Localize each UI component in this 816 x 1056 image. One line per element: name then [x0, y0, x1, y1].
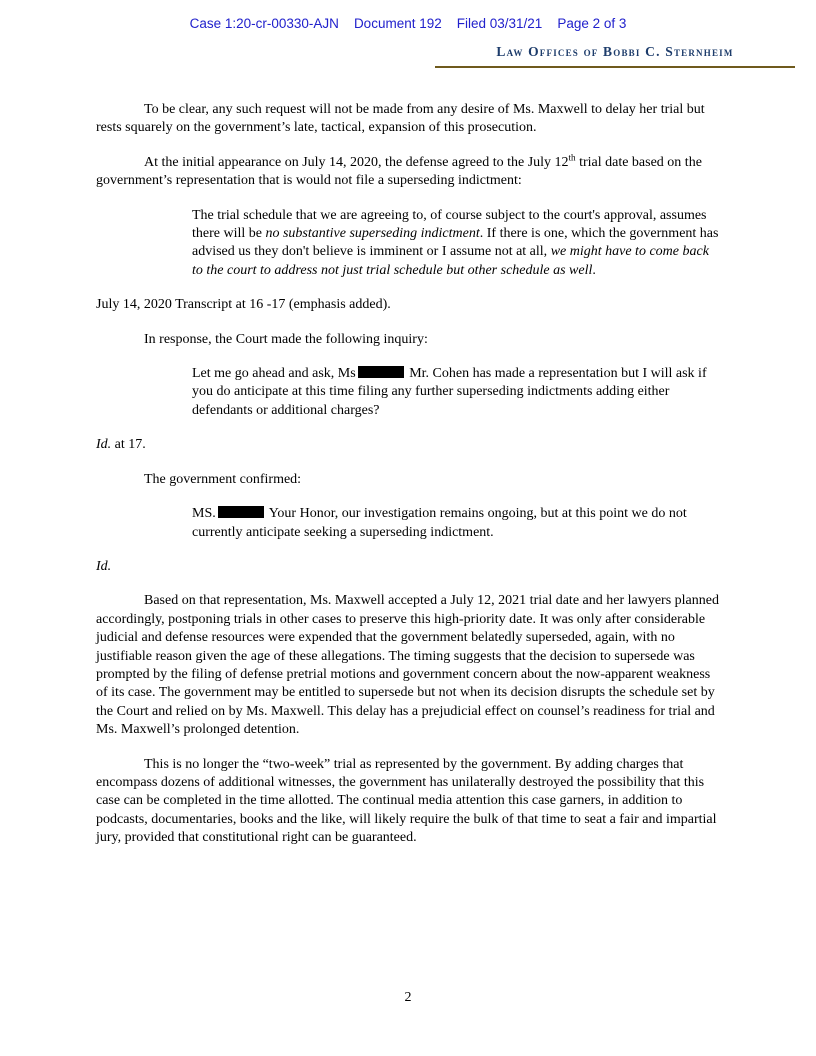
letterhead: [435, 44, 795, 68]
block-quote: MS. Your Honor, our investigation remains ongoing, but at this point we do not currently anticipate seeking a superseding indictment.: [192, 506, 687, 540]
stamp-filed-date: Filed 03/31/21: [456, 16, 543, 31]
paragraph: At the initial appearance on July 14, 2020, the defense agreed to the July 12th trial date based on the government’s representation that is would not file a superseding indictment:: [96, 152, 702, 189]
ecf-case-stamp: [0, 0, 816, 31]
stamp-case-number: Case 1:20-cr-00330-AJN: [189, 16, 339, 31]
paragraph: The government confirmed:: [144, 471, 302, 487]
citation: Id.: [96, 558, 112, 574]
block-quote: Let me go ahead and ask, Ms Mr. Cohen has made a representation but I will ask if you do anticipate at this time filing any further superseding indictments adding either defendants or additional charges?: [192, 366, 707, 418]
paragraph: This is no longer the “two-week” trial as represented by the government. By adding charges that encompass dozens of additional witnesses, the government has unilaterally destroyed the possibility that this case can be completed in the time allotted. The continual media attention this case garners, in addition to podcasts, documentaries, books and the like, will likely require the bulk of that time to seat a fair and impartial jury, provided that constitutional right can be guaranteed.: [96, 756, 717, 846]
page-number: 2: [404, 990, 412, 1005]
citation: July 14, 2020 Transcript at 16 -17 (emphasis added).: [96, 297, 391, 313]
redaction-box: [218, 506, 264, 518]
citation: Id. at 17.: [96, 437, 146, 453]
block-quote: The trial schedule that we are agreeing to, of course subject to the court's approval, assumes there will be no substantive superseding indictment. If there is one, which the government has advised us they don't believe is imminent or I assume not at all, we might have to come back to the court to address not just trial schedule but other schedule as well.: [192, 207, 719, 278]
document-body: [0, 31, 816, 848]
paragraph: Based on that representation, Ms. Maxwell accepted a July 12, 2021 trial date and her lawyers planned accordingly, postponing trials in other cases to preserve this high-priority date. It was only after considerable judicial and defense resources were expended that the government belatedly superseded, again, with no justifiable reason given the age of these allegations. The timing suggests that the decision to supersede was prompted by the filing of defense pretrial motions and government concern about the now-apparent weakness of its case. The government may be entitled to supersede but not when its decision disrupts the schedule set by the Court and relied on by Ms. Maxwell. This delay has a prejudicial effect on counsel’s readiness for trial and Ms. Maxwell’s prolonged detention.: [96, 593, 719, 738]
redaction-box: [358, 366, 404, 378]
paragraph: To be clear, any such request will not be made from any desire of Ms. Maxwell to delay her trial but rests squarely on the government’s late, tactical, expansion of this prosecution.: [96, 102, 705, 136]
stamp-page-info: Page 2 of 3: [557, 16, 627, 31]
paragraph: In response, the Court made the following inquiry:: [144, 331, 428, 347]
firm-name: Law Offices of Bobbi C. Sternheim: [496, 44, 734, 59]
stamp-document-number: Document 192: [353, 16, 442, 31]
